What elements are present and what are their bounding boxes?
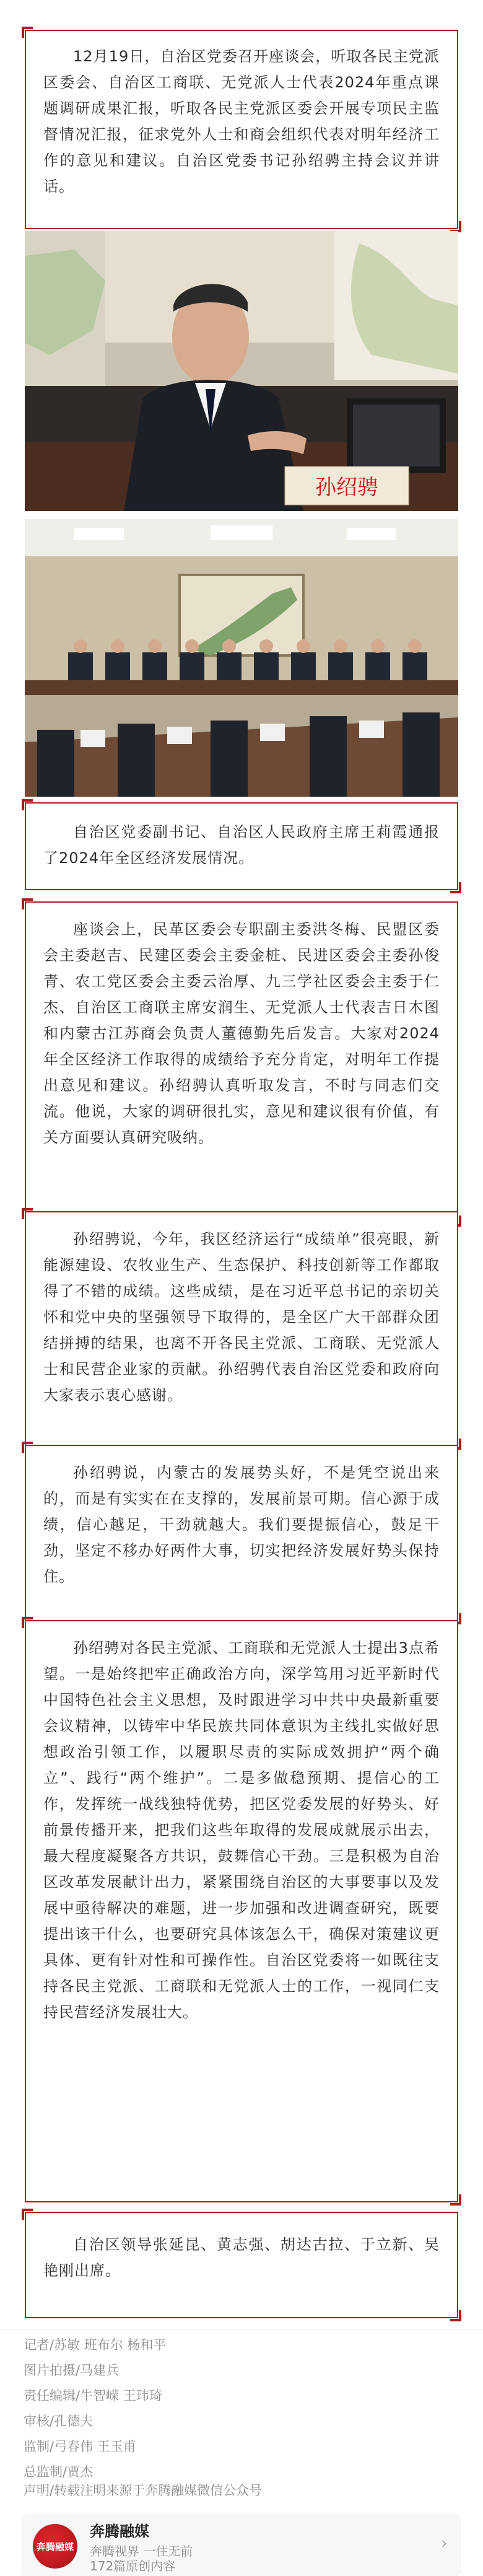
paragraph-box-5 (25, 1445, 458, 1621)
paragraph-box-2 (25, 802, 458, 890)
meeting-photo-room (25, 519, 458, 797)
reprint-statement: 声明/转载注明来源于奔腾融媒微信公众号 (24, 2483, 263, 2498)
credit-chief-supervisor: 总监制/贾杰 (24, 2464, 94, 2479)
paragraph-box-4 (25, 1211, 458, 1447)
article-paragraph: 孙绍骋说，今年，我区经济运行“成绩单”很亮眼，新能源建设、农牧业生产、生态保护、科技创新等工作都取得了不错的成绩。这些成绩，是在习近平总书记的亲切关怀和党中央的坚强领导下取得的，是全区广大干部群众团结拼搏的结果，也离不开各民主党派、工商联、无党派人士和民营企业家的贡献。孙绍骋代表自治区党委和政府向大家表示衷心感谢。 (43, 1230, 440, 1404)
account-slogan: 奔腾视界 一住无前 (90, 2544, 193, 2559)
nameplate-text: 孙绍骋 (315, 475, 378, 500)
chevron-right-icon: › (440, 2533, 448, 2553)
credits-block (24, 2333, 457, 2485)
article-paragraph: 孙绍骋对各民主党派、工商联和无党派人士提出3点希望。一是始终把牢正确政治方向，深学笃用习近平新时代中国特色社会主义思想，及时跟进学习中共中央最新重要会议精神，以铸牢中华民族共同体意识为主线扎实做好思想政治引领工作，以履职尽责的实际成效拥护“两个确立”、践行“两个维护”。二是多做稳预期、提信心的工作，发挥统一战线独特优势，把区党委发展的好势头、好前景传播开来，把我们这些年取得的发展成就展示出去，最大程度凝聚各方共识，鼓舞信心干劲。三是积极为自治区改革发展献计出力，紧紧围绕自治区的大事要事以及发展中亟待解决的难题，进一步加强和改进调查研究，既要提出该干什么，也要研究具体该怎么干，确保对策建议更具体、更有针对性和可操作性。自治区党委将一如既往支持各民主党派、工商联和无党派人士的工作，一视同仁支持民营经济发展壮大。 (43, 1639, 440, 2021)
credit-supervisor: 监制/弓春伟 王玉甫 (24, 2439, 136, 2454)
account-avatar: 奔腾融媒 (33, 2524, 77, 2569)
credit-photographer: 图片拍摄/马建兵 (24, 2363, 120, 2378)
account-name: 奔腾融媒 (90, 2523, 149, 2540)
paragraph-box-7 (25, 2212, 458, 2318)
account-card[interactable] (22, 2514, 461, 2576)
article-paragraph: 自治区党委副书记、自治区人民政府主席王莉霞通报了2024年全区经济发展情况。 (43, 823, 440, 867)
paragraph-box-3 (25, 901, 458, 1224)
paragraph-box-6 (25, 1620, 458, 2202)
credit-reviewer: 审核/孔德夫 (24, 2414, 94, 2429)
article-paragraph: 12月19日，自治区党委召开座谈会，听取各民主党派区委会、自治区工商联、无党派人士代表2024年重点课题调研成果汇报，听取各民主党派区委会开展专项民主监督情况汇报，征求党外人士和商会组织代表对明年经济工作的意见和建议。自治区党委书记孙绍骋主持会议并讲话。 (43, 48, 440, 195)
paragraph-box-1 (25, 30, 458, 229)
article-paragraph: 孙绍骋说，内蒙古的发展势头好，不是凭空说出来的，而是有实实在在支撑的，发展前景可期。信心源于成绩，信心越足，干劲就越大。我们要提振信心，鼓足干劲，坚定不移办好两件大事，切实把经济发展好势头保持住。 (43, 1464, 440, 1585)
credit-editor: 责任编辑/牛智嵘 王玮琦 (24, 2388, 162, 2403)
section-divider (0, 2329, 483, 2330)
article-paragraph: 座谈会上，民革区委会专职副主委洪冬梅、民盟区委会主委赵吉、民建区委会主委金桩、民进区委会主委孙俊青、农工党区委会主委云治厚、九三学社区委会主委于仁杰、自治区工商联主席安润生、无党派人士代表吉日木图和内蒙古江苏商会负责人董德勤先后发言。大家对2024年全区经济工作取得的成绩给予充分肯定，对明年工作提出意见和建议。孙绍骋认真听取发言，不时与同志们交流。他说，大家的调研很扎实，意见和建议很有价值，有关方面要认真研究吸纳。 (43, 921, 440, 1146)
credit-reporter: 记者/苏敏 班布尔 杨和平 (24, 2337, 167, 2352)
meeting-photo-speaker (25, 231, 458, 511)
account-article-count: 172篇原创内容 (90, 2559, 176, 2574)
article-paragraph: 自治区领导张延昆、黄志强、胡达古拉、于立新、吴艳刚出席。 (43, 2236, 440, 2279)
